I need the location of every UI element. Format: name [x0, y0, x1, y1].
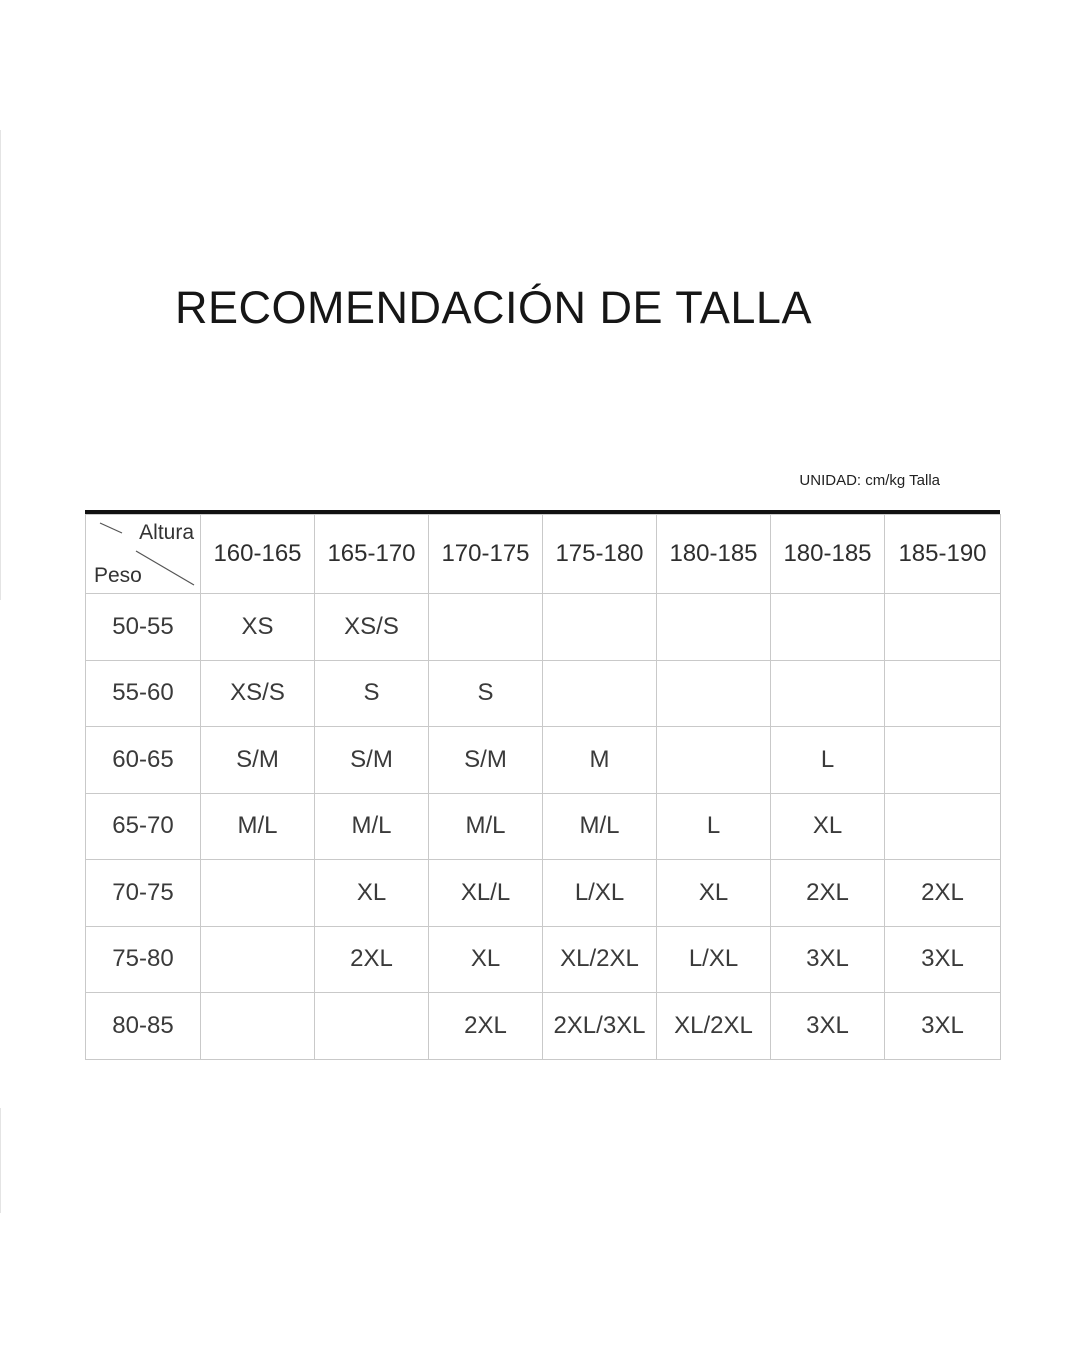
size-cell: XS/S: [315, 594, 429, 661]
size-cell: 2XL: [885, 860, 1001, 927]
size-cell: XS: [201, 594, 315, 661]
size-cell: [315, 993, 429, 1060]
size-cell: L: [657, 793, 771, 860]
height-axis-label: Altura: [139, 521, 194, 544]
table-row: [86, 860, 1001, 927]
table-row: [86, 993, 1001, 1060]
column-header: 170-175: [429, 515, 543, 594]
table-row: [86, 926, 1001, 993]
column-header: 160-165: [201, 515, 315, 594]
size-cell: [657, 594, 771, 661]
row-header-weight: 75-80: [86, 926, 201, 993]
size-cell: M/L: [429, 793, 543, 860]
size-cell: [885, 793, 1001, 860]
row-header-weight: 65-70: [86, 793, 201, 860]
size-cell: [543, 660, 657, 727]
size-cell: [429, 594, 543, 661]
column-header: 165-170: [315, 515, 429, 594]
weight-axis-label: Peso: [94, 564, 142, 587]
size-cell: XL/2XL: [543, 926, 657, 993]
column-header: 175-180: [543, 515, 657, 594]
size-cell: L/XL: [543, 860, 657, 927]
size-cell: M/L: [315, 793, 429, 860]
column-header: 180-185: [771, 515, 885, 594]
size-cell: 3XL: [885, 993, 1001, 1060]
column-header: 180-185: [657, 515, 771, 594]
row-header-weight: 70-75: [86, 860, 201, 927]
size-cell: S: [429, 660, 543, 727]
size-cell: [771, 594, 885, 661]
size-cell: L/XL: [657, 926, 771, 993]
row-header-weight: 60-65: [86, 727, 201, 794]
page-edge-line: [0, 130, 1, 600]
size-cell: XL: [771, 793, 885, 860]
size-cell: [885, 660, 1001, 727]
size-cell: M/L: [543, 793, 657, 860]
table-header-row: [86, 515, 1001, 594]
size-cell: 3XL: [885, 926, 1001, 993]
size-cell: [885, 594, 1001, 661]
size-cell: [201, 993, 315, 1060]
size-cell: 2XL/3XL: [543, 993, 657, 1060]
table-row: [86, 594, 1001, 661]
size-cell: [885, 727, 1001, 794]
size-cell: XL: [315, 860, 429, 927]
size-cell: XL/2XL: [657, 993, 771, 1060]
size-cell: S: [315, 660, 429, 727]
size-cell: XL/L: [429, 860, 543, 927]
size-cell: [657, 660, 771, 727]
size-cell: 3XL: [771, 926, 885, 993]
size-cell: S/M: [201, 727, 315, 794]
table-row: [86, 727, 1001, 794]
page-title: RECOMENDACIÓN DE TALLA: [175, 282, 812, 333]
size-cell: [543, 594, 657, 661]
column-header: 185-190: [885, 515, 1001, 594]
size-cell: XL: [429, 926, 543, 993]
unit-note: UNIDAD: cm/kg Talla: [799, 472, 940, 489]
row-header-weight: 50-55: [86, 594, 201, 661]
size-cell: [657, 727, 771, 794]
corner-header-cell: [86, 515, 201, 594]
page-edge-line: [0, 1108, 1, 1213]
size-recommendation-table: [85, 514, 1001, 1060]
table-row: [86, 660, 1001, 727]
size-cell: XL: [657, 860, 771, 927]
table-row: [86, 793, 1001, 860]
size-cell: L: [771, 727, 885, 794]
size-cell: [771, 660, 885, 727]
row-header-weight: 55-60: [86, 660, 201, 727]
size-cell: M: [543, 727, 657, 794]
size-cell: M/L: [201, 793, 315, 860]
size-cell: XS/S: [201, 660, 315, 727]
size-cell: S/M: [429, 727, 543, 794]
size-cell: S/M: [315, 727, 429, 794]
size-cell: 2XL: [315, 926, 429, 993]
row-header-weight: 80-85: [86, 993, 201, 1060]
size-cell: 3XL: [771, 993, 885, 1060]
size-cell: 2XL: [429, 993, 543, 1060]
size-cell: 2XL: [771, 860, 885, 927]
size-cell: [201, 860, 315, 927]
size-cell: [201, 926, 315, 993]
